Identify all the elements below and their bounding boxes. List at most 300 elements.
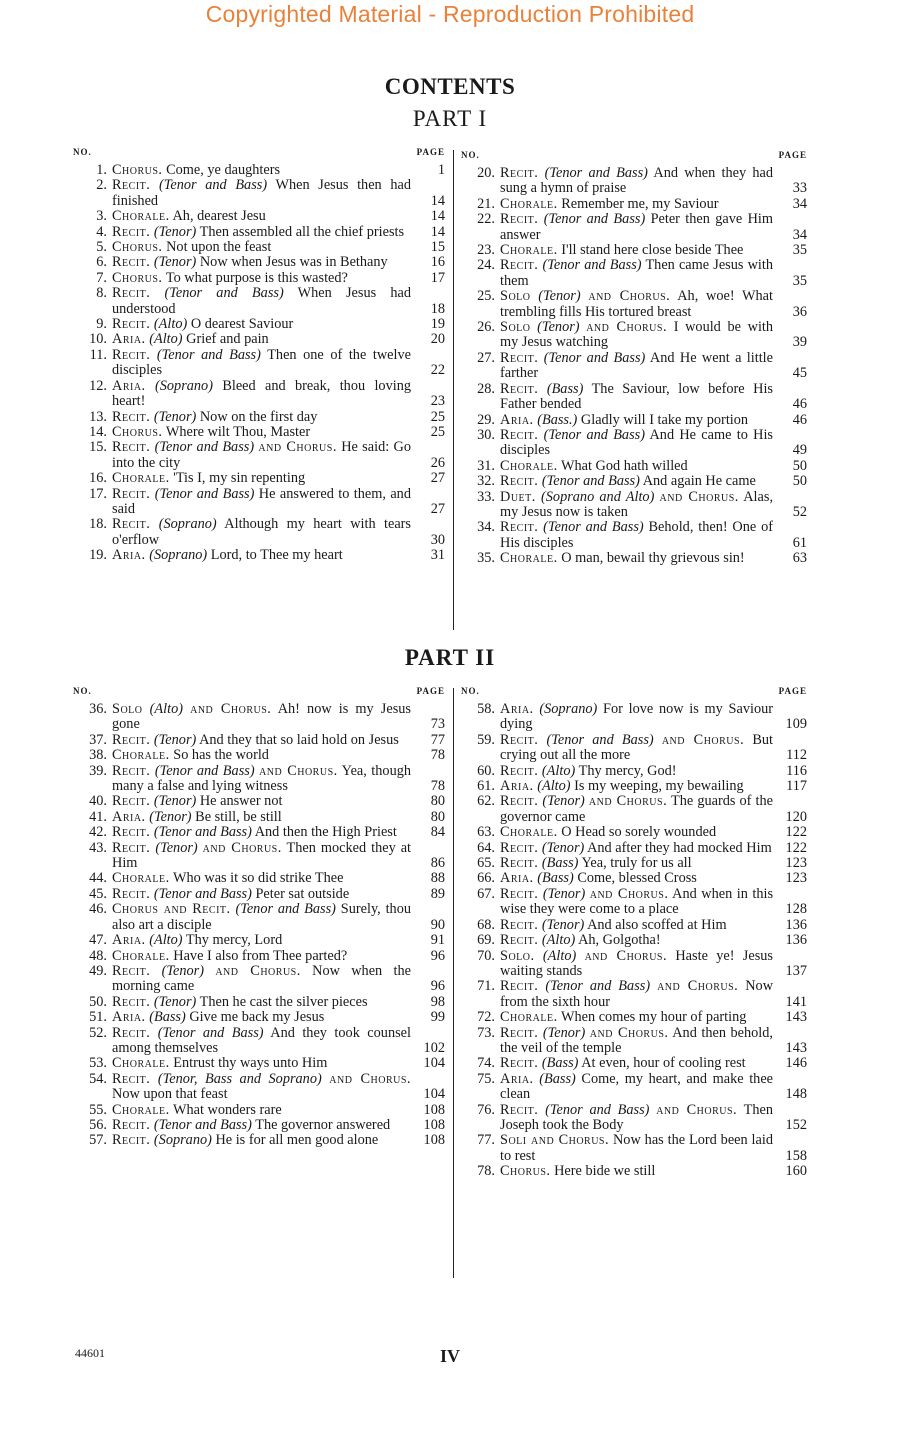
entry-number: 23. xyxy=(477,242,495,259)
entry-number: 52. xyxy=(89,1024,107,1041)
movement-type: Recit. xyxy=(500,731,539,748)
voice-part: (Tenor) xyxy=(153,254,197,271)
entry-number: 20. xyxy=(477,165,495,181)
entry-title xyxy=(500,825,777,840)
contents-entry xyxy=(73,733,445,748)
entry-number: 71. xyxy=(477,978,495,995)
entry-title xyxy=(500,413,777,428)
entry-title xyxy=(500,289,777,320)
no-label: NO. xyxy=(73,686,92,696)
entry-number: 36. xyxy=(89,701,107,717)
entry-page: 123 xyxy=(785,855,807,872)
entry-number: 43. xyxy=(89,839,107,856)
column-divider xyxy=(453,150,454,630)
movement-type: Recit. xyxy=(112,439,151,456)
entry-page: 34 xyxy=(792,226,807,243)
entry-title xyxy=(112,425,415,440)
entry-page: 86 xyxy=(430,855,445,872)
entry-page: 90 xyxy=(430,916,445,933)
movement-type: Aria. xyxy=(500,870,534,887)
entry-title xyxy=(500,764,777,779)
contents-entry xyxy=(73,794,445,809)
contents-entry xyxy=(461,413,807,428)
entry-number: 53. xyxy=(89,1055,107,1072)
entry-text: Yea, though many a false and lying witness xyxy=(112,762,412,795)
voice-part: (Alto) xyxy=(542,947,577,964)
movement-type: Recit. xyxy=(500,1055,539,1072)
column-header xyxy=(461,150,807,166)
entry-page: 108 xyxy=(423,1101,445,1118)
contents-entry xyxy=(461,459,807,474)
page-label: PAGE xyxy=(416,147,445,157)
entry-page: 146 xyxy=(785,1055,807,1072)
movement-type-extra: and Chorus. xyxy=(588,793,668,810)
movement-type: Solo xyxy=(500,288,531,305)
entry-text: Now when Jesus was in Bethany xyxy=(199,254,388,271)
entry-page: 158 xyxy=(785,1147,807,1164)
voice-part: (Bass) xyxy=(537,870,574,887)
entry-title xyxy=(500,933,777,948)
movement-type: Recit. xyxy=(500,257,539,274)
voice-part: (Alto) xyxy=(541,762,576,779)
entry-number: 10. xyxy=(89,331,107,348)
movement-type: Aria. xyxy=(112,331,146,348)
entry-text: O Head so sorely wounded xyxy=(561,824,717,841)
movement-type: Recit. xyxy=(112,885,151,902)
voice-part: (Tenor) xyxy=(153,731,197,748)
entry-page: 104 xyxy=(423,1086,445,1103)
entry-title xyxy=(112,995,415,1010)
contents-entry xyxy=(73,471,445,486)
contents-entry xyxy=(461,841,807,856)
contents-entry xyxy=(73,286,445,317)
voice-part: (Tenor and Bass) xyxy=(153,1116,252,1133)
entry-title xyxy=(112,1118,415,1133)
entry-page: 109 xyxy=(785,716,807,733)
contents-entry xyxy=(73,348,445,379)
entry-title xyxy=(500,428,777,459)
movement-type: Recit. xyxy=(500,1024,539,1041)
movement-type: Duet. xyxy=(500,488,536,505)
voice-part: (Bass) xyxy=(546,380,584,397)
contents-entry xyxy=(461,871,807,886)
movement-type: Recit. xyxy=(112,485,151,502)
entry-number: 31. xyxy=(477,457,495,474)
voice-part: (Tenor and Bass) xyxy=(543,349,646,366)
entry-page: 31 xyxy=(430,547,445,564)
movement-type: Recit. xyxy=(112,993,151,1010)
entry-page: 14 xyxy=(430,208,445,225)
movement-type-extra: and Chorus. xyxy=(215,962,301,979)
entry-title xyxy=(500,320,777,351)
entry-number: 50. xyxy=(89,993,107,1010)
entry-page: 25 xyxy=(430,408,445,425)
movement-type: Chorus. xyxy=(500,1163,551,1180)
entry-number: 76. xyxy=(477,1101,495,1118)
entry-text: Then came Jesus with them xyxy=(500,257,773,289)
contents-entry xyxy=(461,212,807,243)
entry-page: 50 xyxy=(792,473,807,490)
voice-part: (Tenor and Bass) xyxy=(156,346,261,363)
entry-title xyxy=(500,258,777,289)
voice-part: (Tenor and Bass) xyxy=(153,824,252,841)
movement-type: Chorale. xyxy=(112,208,170,225)
entry-number: 17. xyxy=(89,485,107,502)
entry-title xyxy=(500,197,777,212)
entry-title xyxy=(112,225,415,240)
entry-number: 72. xyxy=(477,1009,495,1026)
entry-page: 122 xyxy=(785,839,807,856)
entry-text: Ah, dearest Jesu xyxy=(172,208,266,225)
entry-text: Then Joseph took the Body xyxy=(500,1101,774,1133)
entry-text: Lord, to Thee my heart xyxy=(210,547,343,564)
entry-page: 46 xyxy=(792,396,807,413)
contents-entry xyxy=(461,520,807,551)
entry-number: 49. xyxy=(89,962,107,979)
page-number: IV xyxy=(439,1346,460,1366)
movement-type: Chorale. xyxy=(112,1055,170,1072)
movement-type-extra: and Chorus. xyxy=(657,978,739,995)
entry-text: Ah! now is my Jesus gone xyxy=(112,701,411,733)
entry-number: 2. xyxy=(96,177,107,194)
entry-number: 62. xyxy=(477,793,495,810)
contents-entry xyxy=(73,1133,445,1148)
entry-title xyxy=(500,918,777,933)
entry-number: 41. xyxy=(89,808,107,825)
contents-entry xyxy=(73,517,445,548)
entry-text: The Saviour, low before His Father bended xyxy=(500,380,773,413)
entry-text: When comes my hour of parting xyxy=(561,1009,747,1026)
entry-text: At even, hour of cooling rest xyxy=(581,1055,746,1072)
part-1-left-column xyxy=(73,147,445,564)
entry-title xyxy=(112,440,415,471)
movement-type-extra: and Chorus. xyxy=(589,885,669,902)
movement-type: Chorus. xyxy=(112,269,163,286)
entry-page: 1 xyxy=(437,162,445,178)
entry-title xyxy=(500,166,777,197)
contents-entry xyxy=(461,166,807,197)
contents-entry xyxy=(73,764,445,795)
contents-entry xyxy=(461,1133,807,1164)
entry-title xyxy=(112,332,415,347)
entry-title xyxy=(500,474,777,489)
contents-entry xyxy=(73,964,445,995)
entry-page: 128 xyxy=(785,901,807,918)
voice-part: (Alto) xyxy=(153,316,188,333)
movement-type: Aria. xyxy=(112,547,146,564)
entry-page: 30 xyxy=(430,531,445,548)
entry-text: And then behold, the veil of the temple xyxy=(500,1024,773,1056)
voice-part: (Tenor and Bass) xyxy=(543,519,644,536)
entry-text: Where wilt Thou, Master xyxy=(165,423,311,440)
entry-title xyxy=(112,178,415,209)
voice-part: (Soprano) xyxy=(149,547,208,564)
entry-text: Then assembled all the chief priests xyxy=(199,223,405,240)
movement-type-extra: and Chorus. xyxy=(329,1070,412,1087)
voice-part: (Tenor) xyxy=(161,962,205,979)
movement-type: Chorale. xyxy=(500,824,558,841)
entry-text: And again He came xyxy=(642,473,756,490)
movement-type: Chorus and Recit. xyxy=(112,901,231,918)
entry-page: 17 xyxy=(430,269,445,286)
movement-type-extra: and Chorus. xyxy=(258,439,337,456)
entry-number: 58. xyxy=(477,701,495,717)
movement-type: Recit. xyxy=(112,1070,151,1087)
movement-type-extra: and Chorus. xyxy=(659,488,739,505)
movement-type-extra: and Chorus. xyxy=(202,839,282,856)
contents-entry xyxy=(73,1118,445,1133)
entry-title xyxy=(112,871,415,886)
voice-part: (Alto) xyxy=(541,932,576,949)
movement-type: Recit. xyxy=(112,1024,151,1041)
entry-number: 73. xyxy=(477,1024,495,1041)
movement-type: Chorale. xyxy=(500,457,558,474)
entry-text: Come, blessed Cross xyxy=(577,870,697,887)
entry-page: 108 xyxy=(423,1132,445,1149)
entry-text: Alas, my Jesus now is taken xyxy=(500,488,774,520)
entry-number: 66. xyxy=(477,870,495,887)
entry-text: Surely, thou also art a disciple xyxy=(112,901,412,933)
entry-page: 45 xyxy=(792,365,807,382)
movement-type: Recit. xyxy=(500,932,539,949)
voice-part: (Soprano) xyxy=(154,377,213,394)
entry-number: 59. xyxy=(477,731,495,748)
entry-page: 98 xyxy=(430,993,445,1010)
contents-entry xyxy=(461,918,807,933)
voice-part: (Bass) xyxy=(541,855,579,872)
entry-title xyxy=(500,1026,777,1057)
movement-type-extra: and Chorus. xyxy=(589,1024,669,1041)
column-header xyxy=(73,686,445,702)
movement-type: Recit. xyxy=(500,885,539,902)
entry-text: Although my heart with tears o'erflow xyxy=(112,516,411,548)
entry-title xyxy=(112,764,415,795)
voice-part: (Tenor) xyxy=(542,885,586,902)
movement-type: Recit. xyxy=(500,165,539,181)
entry-text: The governor answered xyxy=(255,1116,391,1133)
entry-title xyxy=(112,286,415,317)
entry-page: 23 xyxy=(430,393,445,410)
entry-title xyxy=(500,1072,777,1103)
movement-type: Recit. xyxy=(112,1116,151,1133)
entry-text: Ah, Golgotha! xyxy=(578,932,661,949)
catalog-number: 44601 xyxy=(75,1346,105,1360)
entry-title xyxy=(112,517,415,548)
contents-entry xyxy=(461,351,807,382)
movement-type: Chorus. xyxy=(112,239,163,256)
entry-text: He answered to them, and said xyxy=(112,485,411,517)
entry-text: For love now is my Saviour dying xyxy=(500,701,773,733)
contents-entry xyxy=(461,779,807,794)
contents-entry xyxy=(461,1072,807,1103)
entry-page: 148 xyxy=(785,1086,807,1103)
entry-page: 15 xyxy=(430,239,445,256)
entry-page: 80 xyxy=(430,808,445,825)
entry-page: 39 xyxy=(792,334,807,351)
entry-text: Give me back my Jesus xyxy=(189,1009,325,1026)
entry-page: 123 xyxy=(785,870,807,887)
entry-page: 84 xyxy=(430,824,445,841)
contents-entry xyxy=(73,1026,445,1057)
voice-part: (Bass) xyxy=(541,1055,579,1072)
voice-part: (Tenor and Bass) xyxy=(541,473,640,490)
entry-number: 78. xyxy=(477,1163,495,1180)
entry-number: 61. xyxy=(477,778,495,795)
movement-type: Recit. xyxy=(500,1101,539,1118)
contents-entry xyxy=(73,332,445,347)
contents-entry xyxy=(461,428,807,459)
contents-entry xyxy=(73,225,445,240)
voice-part: (Tenor and Bass) xyxy=(154,762,255,779)
contents-entry xyxy=(461,382,807,413)
contents-entry xyxy=(461,289,807,320)
entry-page: 96 xyxy=(430,947,445,964)
voice-part: (Tenor) xyxy=(153,408,197,425)
part-2-right-column xyxy=(461,686,807,1180)
entry-text: Remember me, my Saviour xyxy=(561,195,719,212)
entry-number: 24. xyxy=(477,257,495,274)
entry-number: 35. xyxy=(477,550,495,567)
entry-number: 14. xyxy=(89,423,107,440)
entry-number: 19. xyxy=(89,547,107,564)
movement-type: Recit. xyxy=(500,978,539,995)
contents-entry xyxy=(461,825,807,840)
entry-title xyxy=(112,1026,415,1057)
movement-type-extra: and Chorus. xyxy=(259,762,338,779)
column-header xyxy=(73,147,445,163)
contents-entry xyxy=(73,487,445,518)
entry-number: 65. xyxy=(477,855,495,872)
entry-title xyxy=(112,825,415,840)
voice-part: (Tenor) xyxy=(153,993,197,1010)
movement-type: Chorale. xyxy=(112,470,170,487)
movement-type: Aria. xyxy=(112,932,146,949)
entry-title xyxy=(500,212,777,243)
movement-type: Recit. xyxy=(112,762,151,779)
entry-page: 137 xyxy=(785,962,807,979)
entry-number: 32. xyxy=(477,473,495,490)
voice-part: (Tenor and Bass) xyxy=(545,978,651,995)
movement-type: Chorale. xyxy=(112,947,170,964)
entry-page: 25 xyxy=(430,423,445,440)
voice-part: (Tenor and Bass) xyxy=(544,165,648,181)
voice-part: (Tenor) xyxy=(153,793,197,810)
contents-entry xyxy=(461,979,807,1010)
contents-entry xyxy=(73,425,445,440)
entry-text: And after they had mocked Him xyxy=(587,839,772,856)
movement-type: Soli and Chorus. xyxy=(500,1132,610,1149)
entry-page: 63 xyxy=(792,550,807,567)
entry-title xyxy=(112,410,415,425)
movement-type: Recit. xyxy=(112,346,151,363)
entry-text: Then he cast the silver pieces xyxy=(199,993,368,1010)
entry-title xyxy=(112,841,415,872)
entry-number: 57. xyxy=(89,1132,107,1149)
entry-page: 143 xyxy=(785,1009,807,1026)
voice-part: (Tenor) xyxy=(155,839,198,856)
voice-part: (Tenor and Bass) xyxy=(164,285,284,302)
entry-text: Now has the Lord been laid to rest xyxy=(500,1132,773,1164)
contents-entry xyxy=(461,258,807,289)
entry-number: 34. xyxy=(477,519,495,536)
entry-title xyxy=(112,209,415,224)
entry-number: 33. xyxy=(477,488,495,505)
entry-text: He answer not xyxy=(199,793,283,810)
voice-part: (Tenor and Bass) xyxy=(154,485,255,502)
entry-number: 25. xyxy=(477,288,495,305)
entry-number: 30. xyxy=(477,426,495,443)
contents-entry xyxy=(73,410,445,425)
movement-type: Recit. xyxy=(500,855,539,872)
contents-entry xyxy=(73,871,445,886)
entry-page: 36 xyxy=(792,303,807,320)
voice-part: (Tenor and Bass) xyxy=(157,1024,264,1041)
contents-entry xyxy=(461,551,807,566)
contents-entry xyxy=(461,474,807,489)
movement-type: Aria. xyxy=(500,411,534,428)
entry-title xyxy=(500,520,777,551)
entry-title xyxy=(500,1164,777,1179)
page-label: PAGE xyxy=(778,150,807,160)
movement-type-extra: and Chorus. xyxy=(190,701,272,717)
voice-part: (Tenor and Bass) xyxy=(153,885,252,902)
entry-title xyxy=(112,933,415,948)
entry-number: 63. xyxy=(477,824,495,841)
entry-page: 27 xyxy=(430,500,445,517)
entry-number: 7. xyxy=(96,269,107,286)
page-label: PAGE xyxy=(778,686,807,696)
entry-number: 9. xyxy=(96,316,107,333)
contents-entry xyxy=(73,379,445,410)
movement-type: Aria. xyxy=(112,1009,146,1026)
contents-entry xyxy=(73,255,445,270)
entry-page: 136 xyxy=(785,916,807,933)
entry-text: And they took counsel among themselves xyxy=(112,1024,411,1056)
entry-number: 47. xyxy=(89,932,107,949)
entry-number: 5. xyxy=(96,239,107,256)
entry-text: Thy mercy, God! xyxy=(578,762,677,779)
entry-title xyxy=(112,255,415,270)
movement-type: Chorale. xyxy=(500,195,558,212)
entry-page: 61 xyxy=(792,534,807,551)
voice-part: (Tenor and Bass) xyxy=(546,731,654,748)
contents-entry xyxy=(73,825,445,840)
entry-text: And also scoffed at Him xyxy=(587,916,727,933)
entry-text: Now on the first day xyxy=(199,408,318,425)
entry-page: 143 xyxy=(785,1039,807,1056)
contents-entry xyxy=(461,856,807,871)
entry-page: 99 xyxy=(430,1009,445,1026)
entry-number: 60. xyxy=(477,762,495,779)
contents-entry xyxy=(73,1056,445,1071)
contents-entry xyxy=(73,271,445,286)
entry-number: 37. xyxy=(89,731,107,748)
entry-number: 8. xyxy=(96,285,107,302)
entry-page: 89 xyxy=(430,885,445,902)
movement-type: Recit. xyxy=(500,762,539,779)
movement-type: Recit. xyxy=(500,916,539,933)
movement-type: Recit. xyxy=(500,519,539,536)
entry-number: 51. xyxy=(89,1009,107,1026)
movement-type: Recit. xyxy=(500,426,539,443)
entry-number: 42. xyxy=(89,824,107,841)
entry-title xyxy=(112,887,415,902)
entry-page: 22 xyxy=(430,362,445,379)
contents-entry xyxy=(73,1010,445,1025)
entry-title xyxy=(500,871,777,886)
entry-title xyxy=(500,551,777,566)
entry-page: 152 xyxy=(785,1116,807,1133)
